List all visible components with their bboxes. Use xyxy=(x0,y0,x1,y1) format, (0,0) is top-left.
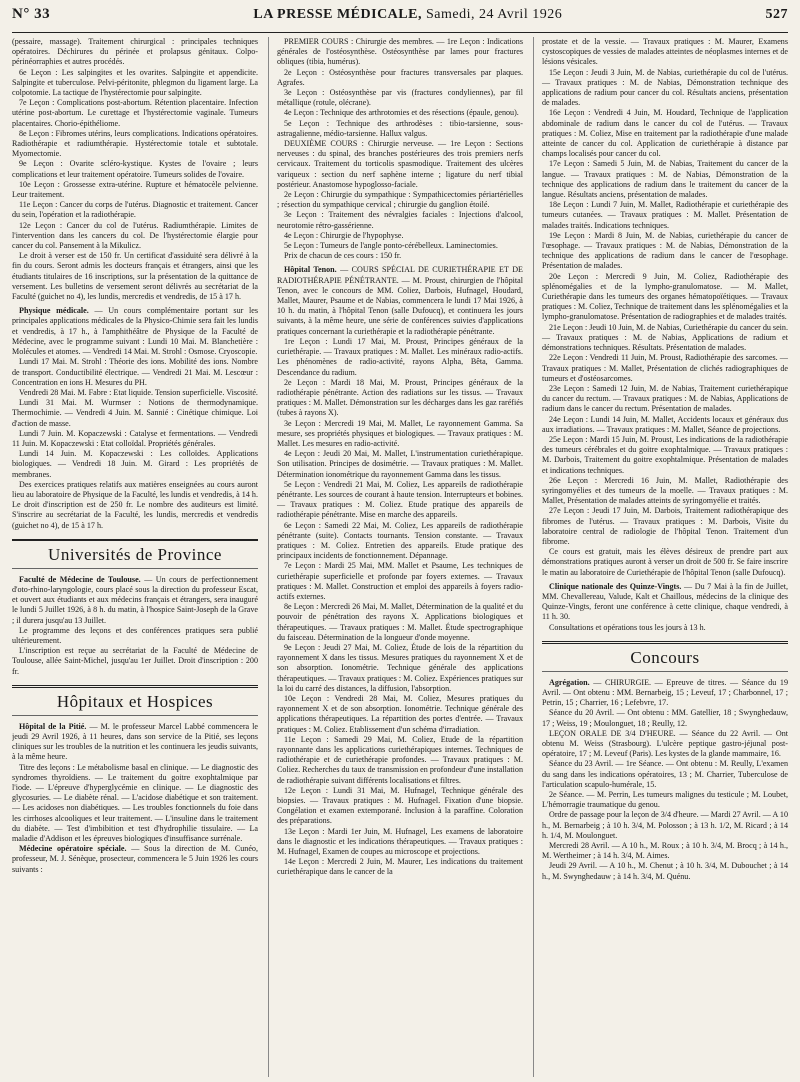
paragraph: 12e Leçon : Lundi 31 Mai, M. Hufnagel, Technique générale des biopsies. — Travaux pratiques : M. Hufnagel. Fixation d'une biopsie. Congélation et examen extemporané. Inclusion à la paraffine. Coloration des préparations. xyxy=(277,785,523,826)
paragraph: 2e Leçon : Chirurgie du sympathique : Sympathicectomies périartérielles ; résection du sympathique cervical ; chirurgie du ganglion étoilé. xyxy=(277,190,523,210)
section-header-hopitaux xyxy=(12,685,258,716)
paragraph: Séance du 20 Avril. — Ont obtenu : MM. Gatellier, 18 ; Swynghedauw, 17 ; Weiss, 19 ; Moulonguet, 18 ; Reully, 12. xyxy=(542,708,788,728)
paragraph: 9e Leçon : Ovarite scléro-kystique. Kystes de l'ovaire ; leurs complications et leur traitement opératoire. Tumeurs solides de l'ovaire. xyxy=(12,159,258,179)
article-toulouse xyxy=(12,575,258,626)
paragraph: Ordre de passage pour la leçon de 3/4 d'heure. — Mardi 27 Avril. — A 10 h., M. Bernarbeig ; à 10 h. 3/4, M. Polosson ; à 13 h. 1/2, M. Ricard ; à 14 h. 1/4, M. Moulonguet. xyxy=(542,810,788,840)
paragraph: Lundi 14 Juin. M. Kopaczewski : Les colloïdes. Applications biologiques. — Vendredi 18 Juin. M. Girard : Les propriétés de membranes. xyxy=(12,449,258,479)
paragraph: 3e Leçon : Mercredi 19 Mai, M. Mallet, Le rayonnement Gamma. Sa mesure, ses propriétés physiques et biologiques. — Travaux pratiques : M. Mallet. Les mesures en radio-activité. xyxy=(277,418,523,448)
paragraph: 10e Leçon : Vendredi 28 Mai, M. Coliez, Mesures pratiques du rayonnement X et de son absorption. Ionométrie. Technique générale des applications thérapeutiques. La répartition des portes d'entrée. — Travaux pratiques : M. Coliez. Etablissement d'un schéma d'irradiation. xyxy=(277,694,523,734)
issue-date: Samedi, 24 Avril 1926 xyxy=(425,7,563,22)
paragraph: 25e Leçon : Mardi 15 Juin, M. Proust, Les indications de la radiothérapie des tumeurs cérébrales et du goitre exophtalmique. — Travaux pratiques : M. Darbois, Traitement du goitre exophtalmique. Présentation de malades et indications techniques. xyxy=(542,434,788,475)
paragraph: 6e Leçon : Les salpingites et les ovarites. Salpingite et appendicite. Salpingite et tuberculose. Pelvi-péritonite, phlegmon du ligament large. La colpotomie. La tactique de l'hystérectomie pour salpingite. xyxy=(12,67,258,98)
paragraph: 7e Leçon : Mardi 25 Mai, MM. Mallet et Psaume, Les techniques de curiethérapie superficielle et profonde par foyers externes. — Travaux pratiques : M. Mallet. Construction et emploi des appareils à foyers radio-actifs externes. xyxy=(277,561,523,601)
paragraph: 22e Leçon : Vendredi 11 Juin, M. Proust, Radiothérapie des sarcomes. — Travaux pratiques : M. Mallet, Présentation de clichés radiographiques de tumeurs et d'ostéosarcomes. xyxy=(542,353,788,383)
column-left xyxy=(12,37,258,1077)
paragraph: Lundi 7 Juin. M. Kopaczewski : Catalyse et fermentations. — Vendredi 11 Juin. M. Kopaczewski : Etat colloïdal. Propriétés générales. xyxy=(12,428,258,448)
paragraph: Ce cours est gratuit, mais les élèves désireux de prendre part aux démonstrations pratiques auront à verser un droit de 500 fr. Se faire inscrire le matin au laboratoire de Curiethérapie de l'hôpital Tenon (salle Dufoucq). xyxy=(542,547,788,577)
paragraph: 19e Leçon : Mardi 8 Juin, M. de Nabias, curiethérapie du cancer de l'œsophage. — Travaux pratiques : M. de Nabias, Démonstration de la technique des applications de radium dans le cancer de l'œsophage. Présentation de malades. xyxy=(542,230,788,271)
article-quinze-vingts xyxy=(542,582,788,623)
paragraph: 13e Leçon : Mardi 1er Juin, M. Hufnagel, Les examens de laboratoire dans le diagnostic et les indications thérapeutiques. — Travaux pratiques : M. Hufnagel, Examen de coupes au microscope et projections. xyxy=(277,826,523,857)
article-tenon xyxy=(277,265,523,336)
paragraph: Le droit à verser est de 150 fr. Un certificat d'assiduité sera délivré à la fin du cours. Seront admis les docteurs français et étrangers, ainsi que les étudiants titulaires de 16 inscriptions, sur la présentation de la quittance de versement. Les bulletins de versement seront délivrés au secrétariat de la Faculté (guichet no 4), les lundis, mercredis et vendredis, de 15 à 17 h. xyxy=(12,251,258,302)
paragraph: 5e Leçon : Technique des arthrodèses : tibio-tarsienne, sous-astragalienne, médio-tarsienne. Hallux valgus. xyxy=(277,118,523,138)
article-body: — Du 7 Mai à la fin de Juillet, MM. Chevallereau, Valude, Kalt et Chaillous, médecins de la clinique des Quinze-Vingts, feront une conférence à cette clinique, chaque vendredi, à 11 h. 30. xyxy=(542,581,788,622)
article-body: — Sous la direction de M. Cunéo, professeur, M. J. Sénèque, prosecteur, commencera le 5 Juin 1926 les cours suivants : xyxy=(12,844,258,874)
paragraph: 8e Leçon : Fibromes utérins, leurs complications. Indications opératoires. Radiothérapie et radiumthérapie. Hystérectomie totale et subtotale. Myomectomie. xyxy=(12,128,258,159)
paragraph: 17e Leçon : Samedi 5 Juin, M. de Nabias, Traitement du cancer de la langue. — Travaux pratiques : M. de Nabias, Démonstration de la technique des applications de radium dans le traitement du cancer de la langue. Résultats anciens, présentation de malades. xyxy=(542,159,788,200)
paragraph: 12e Leçon : Cancer du col de l'utérus. Radiumthérapie. Limites de l'intervention dans les cancers du col. De l'hystérectomie élargie pour cancer du col. Pansement à la Mikulicz. xyxy=(12,220,258,251)
article-body: — M. le professeur Marcel Labbé commencera le jeudi 29 Avril 1926, à 11 heures, dans son service de la Pitié, ses leçons cliniques sur les troubles de la nutrition et les continuera les jeudis suivants, à la même heure. xyxy=(12,721,258,762)
paragraph: 5e Leçon : Tumeurs de l'angle ponto-cérébelleux. Laminectomies. xyxy=(284,241,498,251)
paragraph: DEUXIÈME COURS : Chirurgie nerveuse. — 1re Leçon : Sections nerveuses : du spinal, des branches postérieures des trois premiers nerfs cervicaux. Traitement du torticolis spasmodique. Traitement des ulcères variqueux : section du nerf saphène interne ; ligature du nerf tibial postérieur. Anastomose hypoglosso-faciale. xyxy=(277,139,523,189)
article-body: — Un cours complémentaire portant sur les principales applications médicales de la Physico-Chimie sera fait les lundis et vendredis, à 17 h., à l'amphithéâtre de Physique de la Faculté de Médecine, avec le programme suivant : Lundi 10 Mai. M. Blanchetière : Molécules et atomes. — Vendredi 14 Mai. M. Strohl : Osmose. Cryoscopie. xyxy=(12,306,258,357)
paragraph: PREMIER COURS : Chirurgie des membres. — 1re Leçon : Indications générales de l'ostéosynthèse. Ostéosynthèse par lames pour fractures obliques (tibia, humérus). xyxy=(277,37,523,67)
article-body: — COURS SPÉCIAL DE CURIETHÉRAPIE ET DE RADIOTHÉRAPIE PÉNÉTRANTE. — M. Proust, chirurgien de l'hôpital Tenon, avec le concours de MM. Coliez, Darbois, Hufnagel, Houdard, Mallet, Maurer, Psaume et de Nabias, commencera le lundi 17 Mai 1926, à 10 h. du matin, à l'hôpital Tenon (salle Dufoucq), et continuera les jours suivants, à la même heure, une série de conférences suivies d'applications pratiques concernant la curiethérapie et la radiothérapie pénétrante. xyxy=(277,265,523,336)
article-title: Faculté de Médecine de Toulouse. xyxy=(19,574,141,584)
article-title: Médecine opératoire spéciale. xyxy=(19,844,127,854)
paragraph: 24e Leçon : Lundi 14 Juin, M. Mallet, Accidents locaux et généraux dus aux irradiations. — Travaux pratiques : M. Mallet, Séance de projections. xyxy=(542,414,788,434)
paragraph: 26e Leçon : Mercredi 16 Juin, M. Mallet, Radiothérapie des syringomyélies et des tumeurs de la moelle. — Travaux pratiques : M. Mallet, Présentation de malades atteints de syringomyélie et traités. xyxy=(542,475,788,506)
paragraph: Lundi 17 Mai. M. Strohl : Théorie des ions. Mobilité des ions. Nombre de transport. Conductibilité électrique. — Vendredi 21 Mai. M. Lescœur : Concentration en ions H. Mesures du PH. xyxy=(12,357,258,387)
article-pitie xyxy=(12,722,258,763)
paragraph: L'inscription est reçue au secrétariat de la Faculté de Médecine de Toulouse, allée Saint-Michel, jusqu'au 1er Juillet. Droit d'inscription : 200 fr. xyxy=(12,646,258,676)
paragraph: 7e Leçon : Complications post-abortum. Rétention placentaire. Infection utérine post-abortum. Le curettage et l'hystérectomie vaginale. Tumeurs placentaires. Chorio-épithéliome. xyxy=(12,98,258,128)
article-title: Clinique nationale des Quinze-Vingts. xyxy=(549,581,682,591)
issue-number: N° 33 xyxy=(12,6,51,22)
paragraph: 3e Leçon : Ostéosynthèse par vis (fractures condyliennes), par fil métallique (rotule, olécrane). xyxy=(277,88,523,108)
paragraph: 2e Leçon : Ostéosynthèse pour fractures transversales par plaques. Agrafes. xyxy=(277,67,523,87)
section-header-concours xyxy=(542,641,788,672)
article-physique xyxy=(12,306,258,357)
paragraph: 20e Leçon : Mercredi 9 Juin, M. Coliez, Radiothérapie des splénomégalies et de la lympho-granulomatose. — M. Mallet, Curiethérapie dans les tumeurs des organes hématopoïétiques. — Travaux pratiques : M. Coliez, Technique de traitement dans les splénomégalies et la lympho-granulomatose. Présentation de radiographies et de malades traités. xyxy=(542,271,788,322)
paragraph: Vendredi 28 Mai. M. Fabre : Etat liquide. Tension superficielle. Viscosité. xyxy=(19,387,258,397)
article-title: Hôpital de la Pitié. xyxy=(19,721,87,731)
page-number: 527 xyxy=(765,7,788,22)
paragraph: 5e Leçon : Vendredi 21 Mai, M. Coliez, Les appareils de radiothérapie pénétrante. Les sources de courant à haute tension. Interrupteurs et bobines. — Travaux pratiques : M. Coliez. Etude pratique des appareils de radiothérapie pénétrante. Mise en marche des appareils. xyxy=(277,479,523,520)
column-right xyxy=(533,37,788,1077)
paragraph: 16e Leçon : Vendredi 4 Juin, M. Houdard, Technique de l'application abdominale de radium dans le cancer du col de l'utérus. — Travaux pratiques : M. Coliez, Mise en traitement par la radiothérapie d'une malade atteinte de cancer du col. Application de curiethérapie à distance par champs localisés pour cancer du col. xyxy=(542,108,788,159)
paragraph: 4e Leçon : Chirurgie de l'hypophyse. xyxy=(284,230,404,240)
paragraph: 2e Leçon : Mardi 18 Mai, M. Proust, Principes généraux de la radiothérapie pénétrante. Action des radiations sur les tissus. — Travaux pratiques : M. Mallet. Démonstration sur les décharges dans les gaz raréfiés (tubes à rayons X). xyxy=(277,377,523,418)
paragraph: 3e Leçon : Traitement des névralgies faciales : Injections d'alcool, neurotomie rétro-gassérienne. xyxy=(277,210,523,230)
paragraph: 11e Leçon : Cancer du corps de l'utérus. Diagnostic et traitement. Cancer du sein, l'opération et la radiothérapie. xyxy=(12,200,258,220)
paragraph: 10e Leçon : Grossesse extra-utérine. Rupture et hématocèle pelvienne. Leur traitement. xyxy=(12,179,258,200)
paragraph: Séance du 23 Avril. — 1re Séance. — Ont obtenu : M. Reully, L'examen du sang dans les indications opératoires, 13 ; M. Charrier, Tuberculose de l'articulation scapulo-humérale, 15. xyxy=(542,759,788,789)
columns xyxy=(12,37,788,1077)
article-speciale xyxy=(12,844,258,875)
paragraph: Prix de chacun de ces cours : 150 fr. xyxy=(284,251,402,261)
section-title: Universités de Province xyxy=(48,544,222,564)
paragraph: (pessaire, massage). Traitement chirurgical : principales techniques opératoires. Déchirures du périnée et prolapsus génitaux. Colpo-périnéorraphies et autres procédés. xyxy=(12,37,258,67)
paragraph: 15e Leçon : Jeudi 3 Juin, M. de Nabias, curiethérapie du col de l'utérus. — Travaux pratiques : M. de Nabias, Démonstration technique des applications de radium pour cancer du col. Résultats anciens, présentation de malades. xyxy=(542,67,788,108)
journal-title-line xyxy=(253,7,562,23)
paragraph: 23e Leçon : Samedi 12 Juin, M. de Nabias, Traitement curiethérapique du cancer du rectum. — Travaux pratiques : M. de Nabias, Applications de radium dans le cancer du rectum. Présentation de malades. xyxy=(542,383,788,414)
section-title: Concours xyxy=(630,647,700,667)
paragraph: 6e Leçon : Samedi 22 Mai, M. Coliez, Les appareils de radiothérapie pénétrante (suite). Contacts tournants. Tension constante. — Travaux pratiques : M. Coliez. Entretien des appareils. Etude pratique des principaux incidents de fonctionnement. Dépannage. xyxy=(277,520,523,561)
article-title: Hôpital Tenon. xyxy=(284,265,337,275)
paragraph: Consultations et opérations tous les jours à 13 h. xyxy=(549,622,706,632)
paragraph: Jeudi 29 Avril. — A 10 h., M. Chenut ; à 10 h. 3/4, M. Dubouchet ; à 14 h., M. Swynghedauw ; à 14 h. 3/4, M. Quénu. xyxy=(542,861,788,881)
paragraph: 18e Leçon : Lundi 7 Juin, M. Mallet, Radiothérapie et curiethérapie des tumeurs cutanées. — Travaux pratiques : M. Mallet. Présentation de malades traités. Indications techniques. xyxy=(542,200,788,230)
article-title: Agrégation. xyxy=(549,677,590,687)
paragraph: Le programme des leçons et des conférences pratiques sera publié ultérieurement. xyxy=(12,625,258,645)
section-header-universites xyxy=(12,539,258,569)
paragraph: prostate et de la vessie. — Travaux pratiques : M. Maurer, Examens cystoscopiques de vessies de malades atteintes de néoplasmes internes et de lésions vésicales. xyxy=(542,37,788,67)
page-header xyxy=(12,6,788,33)
paragraph: 11e Leçon : Samedi 29 Mai, M. Coliez, Etude de la répartition rayonnante dans les applications curiethérapiques internes. Techniques de radiothérapie et de curiethérapie profondes. — Travaux pratiques : M. Coliez. Recherches du taux de transmission en profondeur d'une installation de radiothérapie suivant différents localisations et filtres. xyxy=(277,734,523,785)
paragraph: 1re Leçon : Lundi 17 Mai, M. Proust, Principes généraux de la curiethérapie. — Travaux pratiques : M. Mallet. Les minéraux radio-actifs. Les phénomènes de radio-activité, rayons Alpha, Bêta, Gamma. Descendance du radium. xyxy=(277,336,523,377)
paragraph: 9e Leçon : Jeudi 27 Mai, M. Coliez, Étude de lois de la répartition du rayonnement X dans les tissus. Mesures pratiques du rayonnement X et de son absorption. Ionométrie. Technique générale des applications thérapeutiques. — Travaux pratiques : M. Coliez. Expériences pratiques sur la loi du carré des distances, la diffusion, l'absorption. xyxy=(277,642,523,693)
article-agregation xyxy=(542,678,788,709)
section-title: Hôpitaux et Hospices xyxy=(56,691,214,711)
paragraph: 4e Leçon : Jeudi 20 Mai, M. Mallet, L'instrumentation curiethérapique. Son utilisation. Principes de dosimétrie. — Travaux pratiques : M. Mallet. Détermination ionométrique du rayonnement Gamma dans les tissus. xyxy=(277,449,523,479)
article-title: Physique médicale. xyxy=(19,306,89,316)
journal-title: LA PRESSE MÉDICALE, xyxy=(253,7,422,22)
paragraph: 27e Leçon : Jeudi 17 Juin, M. Darbois, Traitement radiothérapique des fibromes de l'utérus. — Travaux pratiques : M. Darbois, Visite du laboratoire central de radiologie de l'hôpital Tenon. Traitement d'un fibrome. xyxy=(542,506,788,546)
paragraph: Des exercices pratiques relatifs aux matières enseignées au cours auront lieu au laboratoire de Physique de la Faculté, les lundis et vendredis, à 14 h. Le droit d'inscription est de 250 fr. Le nombre des auditeurs est limité. S'inscrire au secrétariat de la Faculté, les lundis, mercredis et vendredis (guichet no 4), de 15 à 17 h. xyxy=(12,479,258,530)
paragraph: LEÇON ORALE DE 3/4 D'HEURE. — Séance du 22 Avril. — Ont obtenu M. Weiss (Strasbourg). L'ulcère peptique gastro-jéjunal post-opératoire, 17 ; M. Leveuf (Paris). Les kystes de la glande mammaire, 16. xyxy=(542,728,788,759)
article-body: — CHIRURGIE. — Epreuve de titres. — Séance du 19 Avril. — Ont obtenu : MM. Bernarbeig, 15 ; Leveuf, 17 ; Charbonnel, 17 ; Petrin, 15 ; Charrier, 16 ; Lefebvre, 17. xyxy=(542,677,788,708)
article-body: — Un cours de perfectionnement d'oto-rhino-laryngologie, cours placé sous la direction du professeur Escat, et ouvert aux étudiants et aux médecins français et étrangers, sera inauguré le lundi 5 Juillet 1926, à 8 h. du matin, à l'hospice Saint-Joseph de la Grave ; il durera jusqu'au 13 Juillet. xyxy=(12,574,258,625)
paragraph: 14e Leçon : Mercredi 2 Juin, M. Maurer, Les indications du traitement curiethérapique dans le cancer de la xyxy=(277,857,523,877)
paragraph: 21e Leçon : Jeudi 10 Juin, M. de Nabias, Curiethérapie du cancer du sein. — Travaux pratiques : M. de Nabias, Applications de radium et démonstrations techniques. Résultats. Présentation de malades. xyxy=(542,322,788,353)
paragraph: Lundi 31 Mai. M. Wurmser : Notions de thermodynamique. Thermochimie. — Vendredi 4 Juin. M. Sannié : Cinétique chimique. Loi d'action de masse. xyxy=(12,398,258,428)
paragraph: Mercredi 28 Avril. — A 10 h., M. Roux ; à 10 h. 3/4, M. Brocq ; à 14 h., M. Wertheimer ; à 14 h. 3/4, M. Aimes. xyxy=(542,841,788,861)
paragraph: Titre des leçons : Le métabolisme basal en clinique. — Le diagnostic des syndromes thyroïdiens. — Le traitement du goitre exophtalmique par l'iode. — L'épreuve d'hyperglycémie en clinique. — Le diagnostic des glycosuries. — Le diabète rénal. — L'acidose diabétique et son traitement. — Les acidoses non diabétiques. — Les troubles fonctionnels du foie dans les cirrhoses alcooliques et leur traitement. — L'insuline dans le traitement du diabète. — Test d'imbibition et test d'hydrophilie tissulaire. — La maladie d'Addison et les épreuves biologiques d'insuffisance surrénale. xyxy=(12,762,258,844)
paragraph: 2e Séance. — M. Perrin, Les tumeurs malignes du testicule ; M. Loubet, L'hémorragie traumatique du genou. xyxy=(542,790,788,810)
column-middle xyxy=(268,37,523,1077)
paragraph: 4e Leçon : Technique des arthrotomies et des résections (épaule, genou). xyxy=(284,108,519,118)
paragraph: 8e Leçon : Mercredi 26 Mai, M. Mallet, Détermination de la qualité et du pouvoir de pénétration des rayons X. Applications biologiques et thérapeutiques. — Travaux pratiques : M. Mallet. Étude spectrographique du faisceau. Détermination de la longueur d'onde moyenne. xyxy=(277,602,523,642)
